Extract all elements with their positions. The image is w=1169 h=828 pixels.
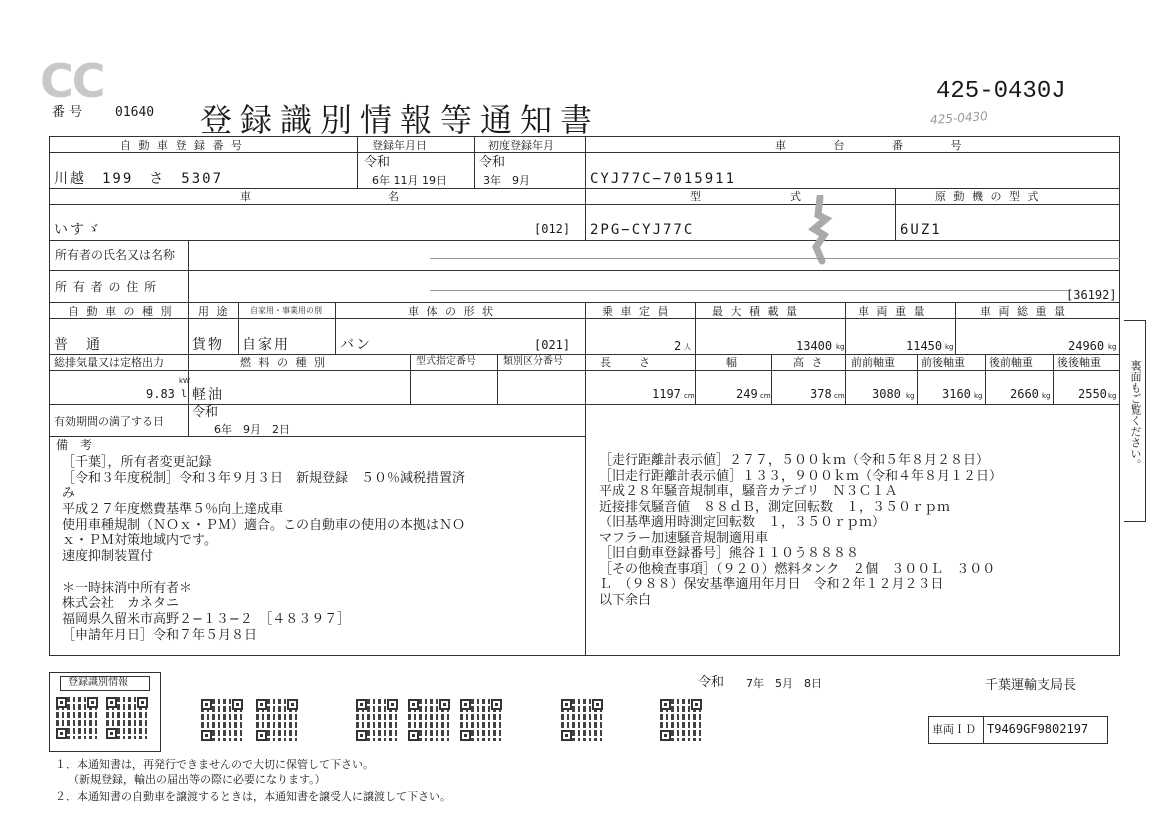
number-label: 番 号 [52,105,83,120]
car-name-code: [012] [534,222,571,236]
weight-unit: kg [945,343,954,351]
length-unit: cm [684,392,695,400]
capacity-value: 2 [674,339,682,353]
side-note-text: 裏面もご覧ください。 [1129,360,1142,470]
model-header-1: 型 [690,190,703,203]
redaction-scribble [800,195,840,265]
remark-line: ｘ・ＰＭ対策地域内です。 [62,533,217,549]
remark-line: ［旧自動車登録番号］熊谷１１０う８８８８ [599,546,860,561]
issue-date: 7年 5月 8日 [746,677,822,690]
gross-header: 車 両 総 重 量 [980,305,1067,318]
remark-line: ［旧走行距離計表示値］１３３，９００ｋｍ（令和４年８月１２日） [599,468,1003,484]
issue-era: 令和 [698,675,725,690]
rr-axle-header: 後後軸重 [1057,356,1101,369]
number-value: 01640 [115,105,155,120]
private-value: 自家用 [242,337,290,353]
remarks-label: 備 考 [56,438,93,452]
fuel-value: 軽油 [192,387,224,403]
qr-code [660,699,702,741]
qr-code [356,699,398,741]
remark-line: （旧基準適用時測定回転数 １，３５０ｒｐｍ） [599,515,886,530]
qr-label: 登録識別情報 [68,677,128,688]
gross-value: 24960 [1068,339,1105,353]
chassis-value: CYJ77C−7015911 [590,171,737,187]
vehicle-id-label: 車両ＩＤ [932,723,976,736]
model-header-2: 式 [790,190,803,203]
reg-date-value: 6年 11月 19日 [372,174,447,187]
qr-code [256,699,298,741]
rf-axle-value: 2660 [1010,387,1039,401]
chassis-header: 車 台 番 号 [775,139,964,152]
category-header: 類別区分番号 [503,356,563,367]
max-load-value: 13400 [796,339,833,353]
validity-value: 6年 9月 2日 [214,423,290,436]
first-reg-header: 初度登録年月 [488,139,554,152]
width-value: 249 [736,387,758,401]
displacement-value: 9.83 [146,387,175,401]
ff-axle-header: 前前軸重 [851,356,895,369]
stamp-code: 425-0430J [936,78,1066,105]
rr-axle-value: 2550 [1078,387,1107,401]
remark-line: Ｌ （９８８）保安基準適用年月日 令和２年１２月２３日 [599,577,944,592]
remarks-left [62,456,582,644]
remark-line: 近接排気騒音値 ８８ｄＢ，測定回転数 １，３５０ｒｐｍ [599,499,951,515]
issuer: 千葉運輸支局長 [985,678,1077,693]
reg-date-header: 登録年月日 [372,139,427,152]
footer-note-2: （新規登録，輸出の届出等の際に必要になります。） [68,773,326,786]
body-code: [021] [534,338,571,352]
capacity-header: 乗 車 定 員 [602,305,671,318]
remark-line: ［走行距離計表示値］２７７，５００ｋｍ（令和５年８月２８日） [599,453,990,468]
kind-header: 自 動 車 の 種 別 [68,305,174,318]
footer-note-1: １．本通知書は，再発行できませんので大切に保管して下さい。 [55,758,374,771]
displacement-suffix: l [181,389,188,400]
remark-line: ［申請年月日］令和７年５月８日 [62,627,258,643]
first-reg-value: 3年 9月 [483,174,530,187]
remark-line: 福岡県久留米市高野２−１３−２ ［４８３９７］ [62,611,351,627]
rf-axle-unit: kg [1042,392,1051,400]
fr-axle-header: 前後軸重 [921,356,965,369]
faint-logo: CC [40,54,104,108]
use-header: 用 途 [198,305,230,318]
qr-code [201,699,243,741]
remark-line: マフラー加速騒音規制適用車 [599,530,769,546]
engine-value: 6UZ1 [900,222,942,238]
rr-axle-unit: kg [1108,392,1117,400]
type-designation-header: 型式指定番号 [416,356,476,367]
owner-address-code: [36192] [1066,288,1117,302]
car-name-header-1: 車 [240,190,253,203]
owner-name-label: 所有者の氏名又は名称 [55,248,176,262]
remark-line: 使用車種規制（ＮＯｘ・ＰＭ）適合。この自動車の使用の本拠はＮＯ [62,517,466,533]
handwritten-code: 425-0430 [929,109,989,127]
remark-line: ［千葉］，所有者変更記録 [62,455,212,470]
capacity-unit: 人 [684,343,691,351]
ff-axle-unit: kg [906,392,915,400]
displacement-header: 総排気量又は定格出力 [54,356,164,369]
first-reg-era: 令和 [479,155,506,170]
fr-axle-value: 3160 [942,387,971,401]
qr-code [460,699,502,741]
weight-header: 車 両 重 量 [858,305,927,318]
height-value: 378 [810,387,832,401]
remark-line: ［令和３年度税制］令和３年９月３日 新規登録 ５０％減税措置済 [62,470,466,486]
remarks-right [599,454,1114,609]
displacement-unit: kW [179,377,190,385]
width-unit: cm [760,392,771,400]
kind-value: 普 通 [54,337,102,353]
private-header: 自家用・事業用の別 [250,306,322,315]
remark-line: 株式会社 カネタニ [62,596,180,612]
validity-label: 有効期間の満了する日 [54,415,164,428]
fuel-header: 燃 料 の 種 別 [240,356,327,369]
qr-code [561,699,603,741]
reg-no-value: 川越 199 さ 5307 [54,171,224,187]
length-header: 長 さ [600,356,652,369]
remark-line: ［その他検査事項］（９２０）燃料タンク ２個 ３００Ｌ ３００ [599,561,996,577]
height-unit: cm [834,392,845,400]
reg-era: 令和 [364,155,391,170]
width-header: 幅 [726,356,739,369]
weight-value: 11450 [906,339,943,353]
max-load-unit: kg [836,343,845,351]
engine-header: 原 動 機 の 型 式 [935,190,1041,203]
footer-note-3: ２．本通知書の自動車を譲渡するときは，本通知書を譲受人に譲渡して下さい。 [55,790,451,803]
qr-code [56,697,98,739]
remark-line: 平成２８年騒音規制車，騒音カテゴリ Ｎ３Ｃ１Ａ [599,484,898,499]
length-value: 1197 [652,387,681,401]
remark-line: 平成２７年度燃費基準５％向上達成車 [62,502,284,518]
height-header: 高 さ [793,356,825,369]
body-header: 車 体 の 形 状 [408,305,495,318]
qr-code [106,697,148,739]
vehicle-id-value: T9469GF9802197 [987,722,1089,736]
remark-line: 速度抑制装置付 [62,549,154,565]
remark-line: み [62,486,76,502]
car-name-header-2: 名 [388,190,401,203]
validity-era: 令和 [192,405,219,420]
remark-line: 以下余白 [599,592,652,608]
model-value: 2PG−CYJ77C [590,222,695,238]
body-value: バン [340,337,372,353]
ff-axle-value: 3080 [872,387,901,401]
owner-address-label: 所 有 者 の 住 所 [55,280,158,294]
reg-no-header: 自 動 車 登 録 番 号 [120,139,244,152]
document-title: 登録識別情報等通知書 [200,101,601,139]
max-load-header: 最 大 積 載 量 [712,305,799,318]
qr-code [408,699,450,741]
remark-line [62,566,582,582]
rf-axle-header: 後前軸重 [989,356,1033,369]
fr-axle-unit: kg [974,392,983,400]
car-name-value: いすゞ [54,222,102,238]
use-value: 貨物 [192,337,224,353]
gross-unit: kg [1108,343,1117,351]
remark-line: ＊一時抹消中所有者＊ [62,580,193,596]
